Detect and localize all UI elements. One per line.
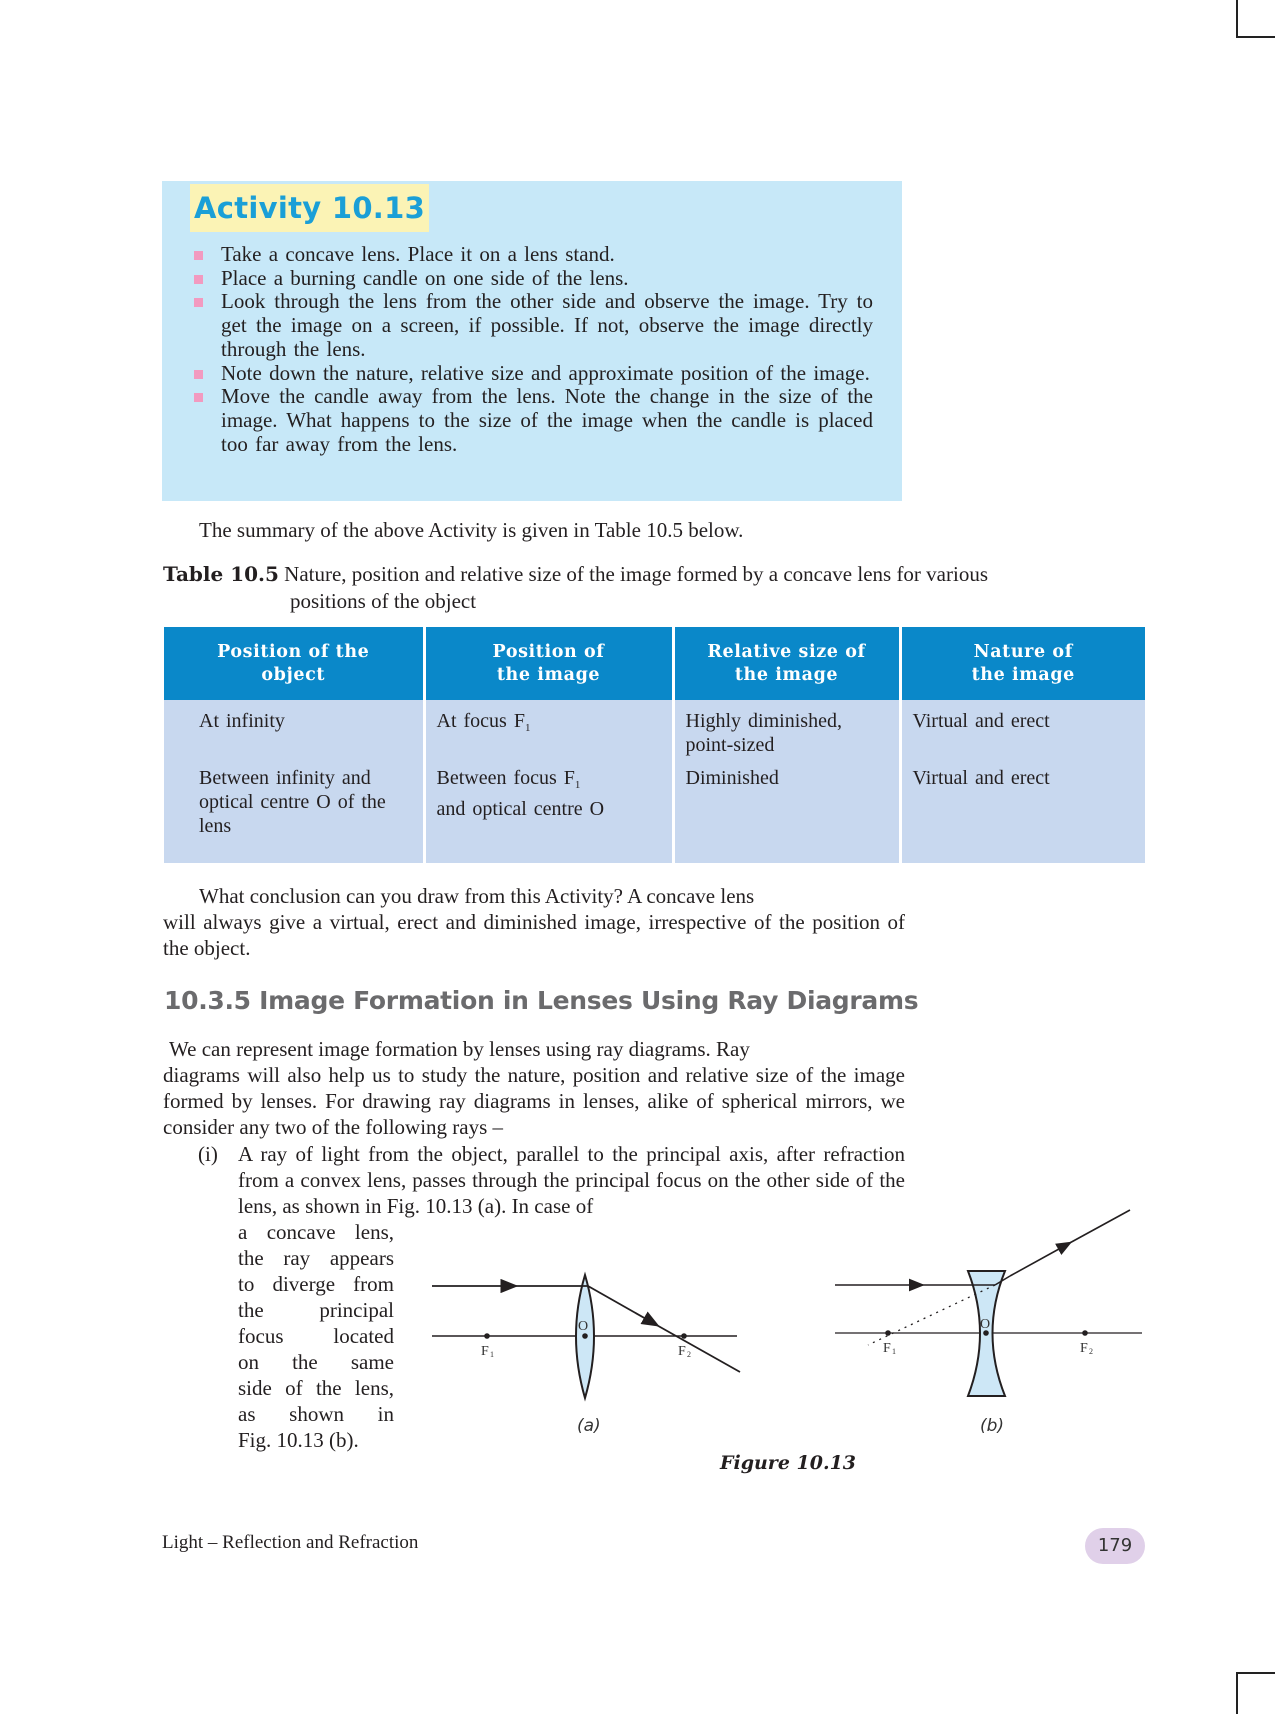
rule-text: A ray of light from the object, parallel to the principal axis, after refraction from a convex lens, passes through the principal focus on the other side of the lens, as shown in Fig. 10.13 (a). In case of	[238, 1142, 905, 1218]
section-heading: 10.3.5 Image Formation in Lenses Using Ray Diagrams	[164, 986, 919, 1015]
svg-text:2: 2	[1089, 1347, 1093, 1356]
table-caption-label: Table 10.5	[163, 562, 279, 586]
svg-text:(a): (a)	[577, 1416, 601, 1436]
lens-table	[164, 627, 1145, 863]
activity-item: Place a burning candle on one side of the lens.	[193, 267, 873, 291]
cell-image-position: At focus $F_1$	[424, 700, 673, 761]
cell-relative-size: Highly diminished, point-sized	[673, 700, 900, 761]
square-bullet-icon	[194, 370, 203, 379]
cell-object-position: At infinity	[164, 700, 424, 761]
header-image-position: Position of the image	[424, 627, 673, 700]
cell-nature: Virtual and erect	[900, 761, 1145, 863]
rule-number: (i)	[198, 1142, 218, 1166]
activity-item: Take a concave lens. Place it on a lens stand.	[193, 243, 873, 267]
svg-text:F: F	[481, 1344, 489, 1359]
svg-text:(b): (b)	[980, 1416, 1005, 1436]
svg-text:F: F	[883, 1341, 891, 1356]
header-object-position: Position of the object	[164, 627, 424, 700]
crop-mark-top	[1236, 0, 1275, 38]
table-row	[164, 700, 1145, 761]
cell-image-position: Between focus $F_1$ and optical centre O	[424, 761, 673, 863]
table-header-row	[164, 627, 1145, 700]
cell-nature: Virtual and erect	[900, 700, 1145, 761]
activity-item: Look through the lens from the other side and observe the image. Try to get the image on a screen, if possible. If not, observe the image directly through the lens.	[193, 290, 873, 361]
header-relative-size: Relative size of the image	[673, 627, 900, 700]
square-bullet-icon	[194, 298, 203, 307]
conclusion-paragraph: What conclusion can you draw from this Activity? A concave lens will always give a virtual, erect and diminished image, irrespective of the position of the object.	[163, 884, 905, 960]
square-bullet-icon	[194, 251, 203, 260]
ray-diagram-convex	[425, 1260, 745, 1440]
svg-text:1: 1	[892, 1347, 896, 1356]
ray-diagram-concave	[830, 1200, 1150, 1440]
table-caption: Table 10.5 Nature, position and relative size of the image formed by a concave lens for various positions of the object	[163, 562, 988, 613]
svg-text:O: O	[980, 1317, 991, 1332]
svg-text:2: 2	[687, 1350, 691, 1359]
footer-chapter-title: Light – Reflection and Refraction	[162, 1532, 419, 1553]
body-paragraph: We can represent image formation by lenses using ray diagrams. Ray diagrams will also help us to study the nature, position and relative size of the image formed by lenses. For drawing ray diagrams in lenses, alike of spherical mirrors, we consider any two of the following rays –	[163, 1037, 905, 1139]
figure-caption: Figure 10.13	[720, 1452, 857, 1474]
svg-text:F: F	[1080, 1341, 1088, 1356]
activity-item: Move the candle away from the lens. Note the change in the size of the image. What happens to the size of the image when the candle is placed too far away from the lens.	[193, 385, 873, 456]
svg-text:O: O	[578, 1319, 589, 1334]
table-row	[164, 761, 1145, 863]
page-number-badge: 179	[1085, 1528, 1145, 1564]
cell-relative-size: Diminished	[673, 761, 900, 863]
cell-object-position: Between infinity and optical centre O of the lens	[164, 761, 424, 863]
activity-title: Activity 10.13	[190, 184, 429, 232]
activity-list	[193, 243, 873, 456]
summary-line: The summary of the above Activity is given in Table 10.5 below.	[199, 518, 744, 542]
header-nature: Nature of the image	[900, 627, 1145, 700]
svg-text:F: F	[678, 1344, 686, 1359]
crop-mark-bottom	[1236, 1672, 1275, 1714]
svg-text:1: 1	[490, 1350, 494, 1359]
activity-item: Note down the nature, relative size and approximate position of the image.	[193, 362, 873, 386]
square-bullet-icon	[194, 275, 203, 284]
square-bullet-icon	[194, 393, 203, 402]
rule-text-continued: a concave lens, the ray appears to diverge from the principal focus located on the same side of the lens, as shown in Fig. 10.13 (b).	[238, 1220, 394, 1452]
